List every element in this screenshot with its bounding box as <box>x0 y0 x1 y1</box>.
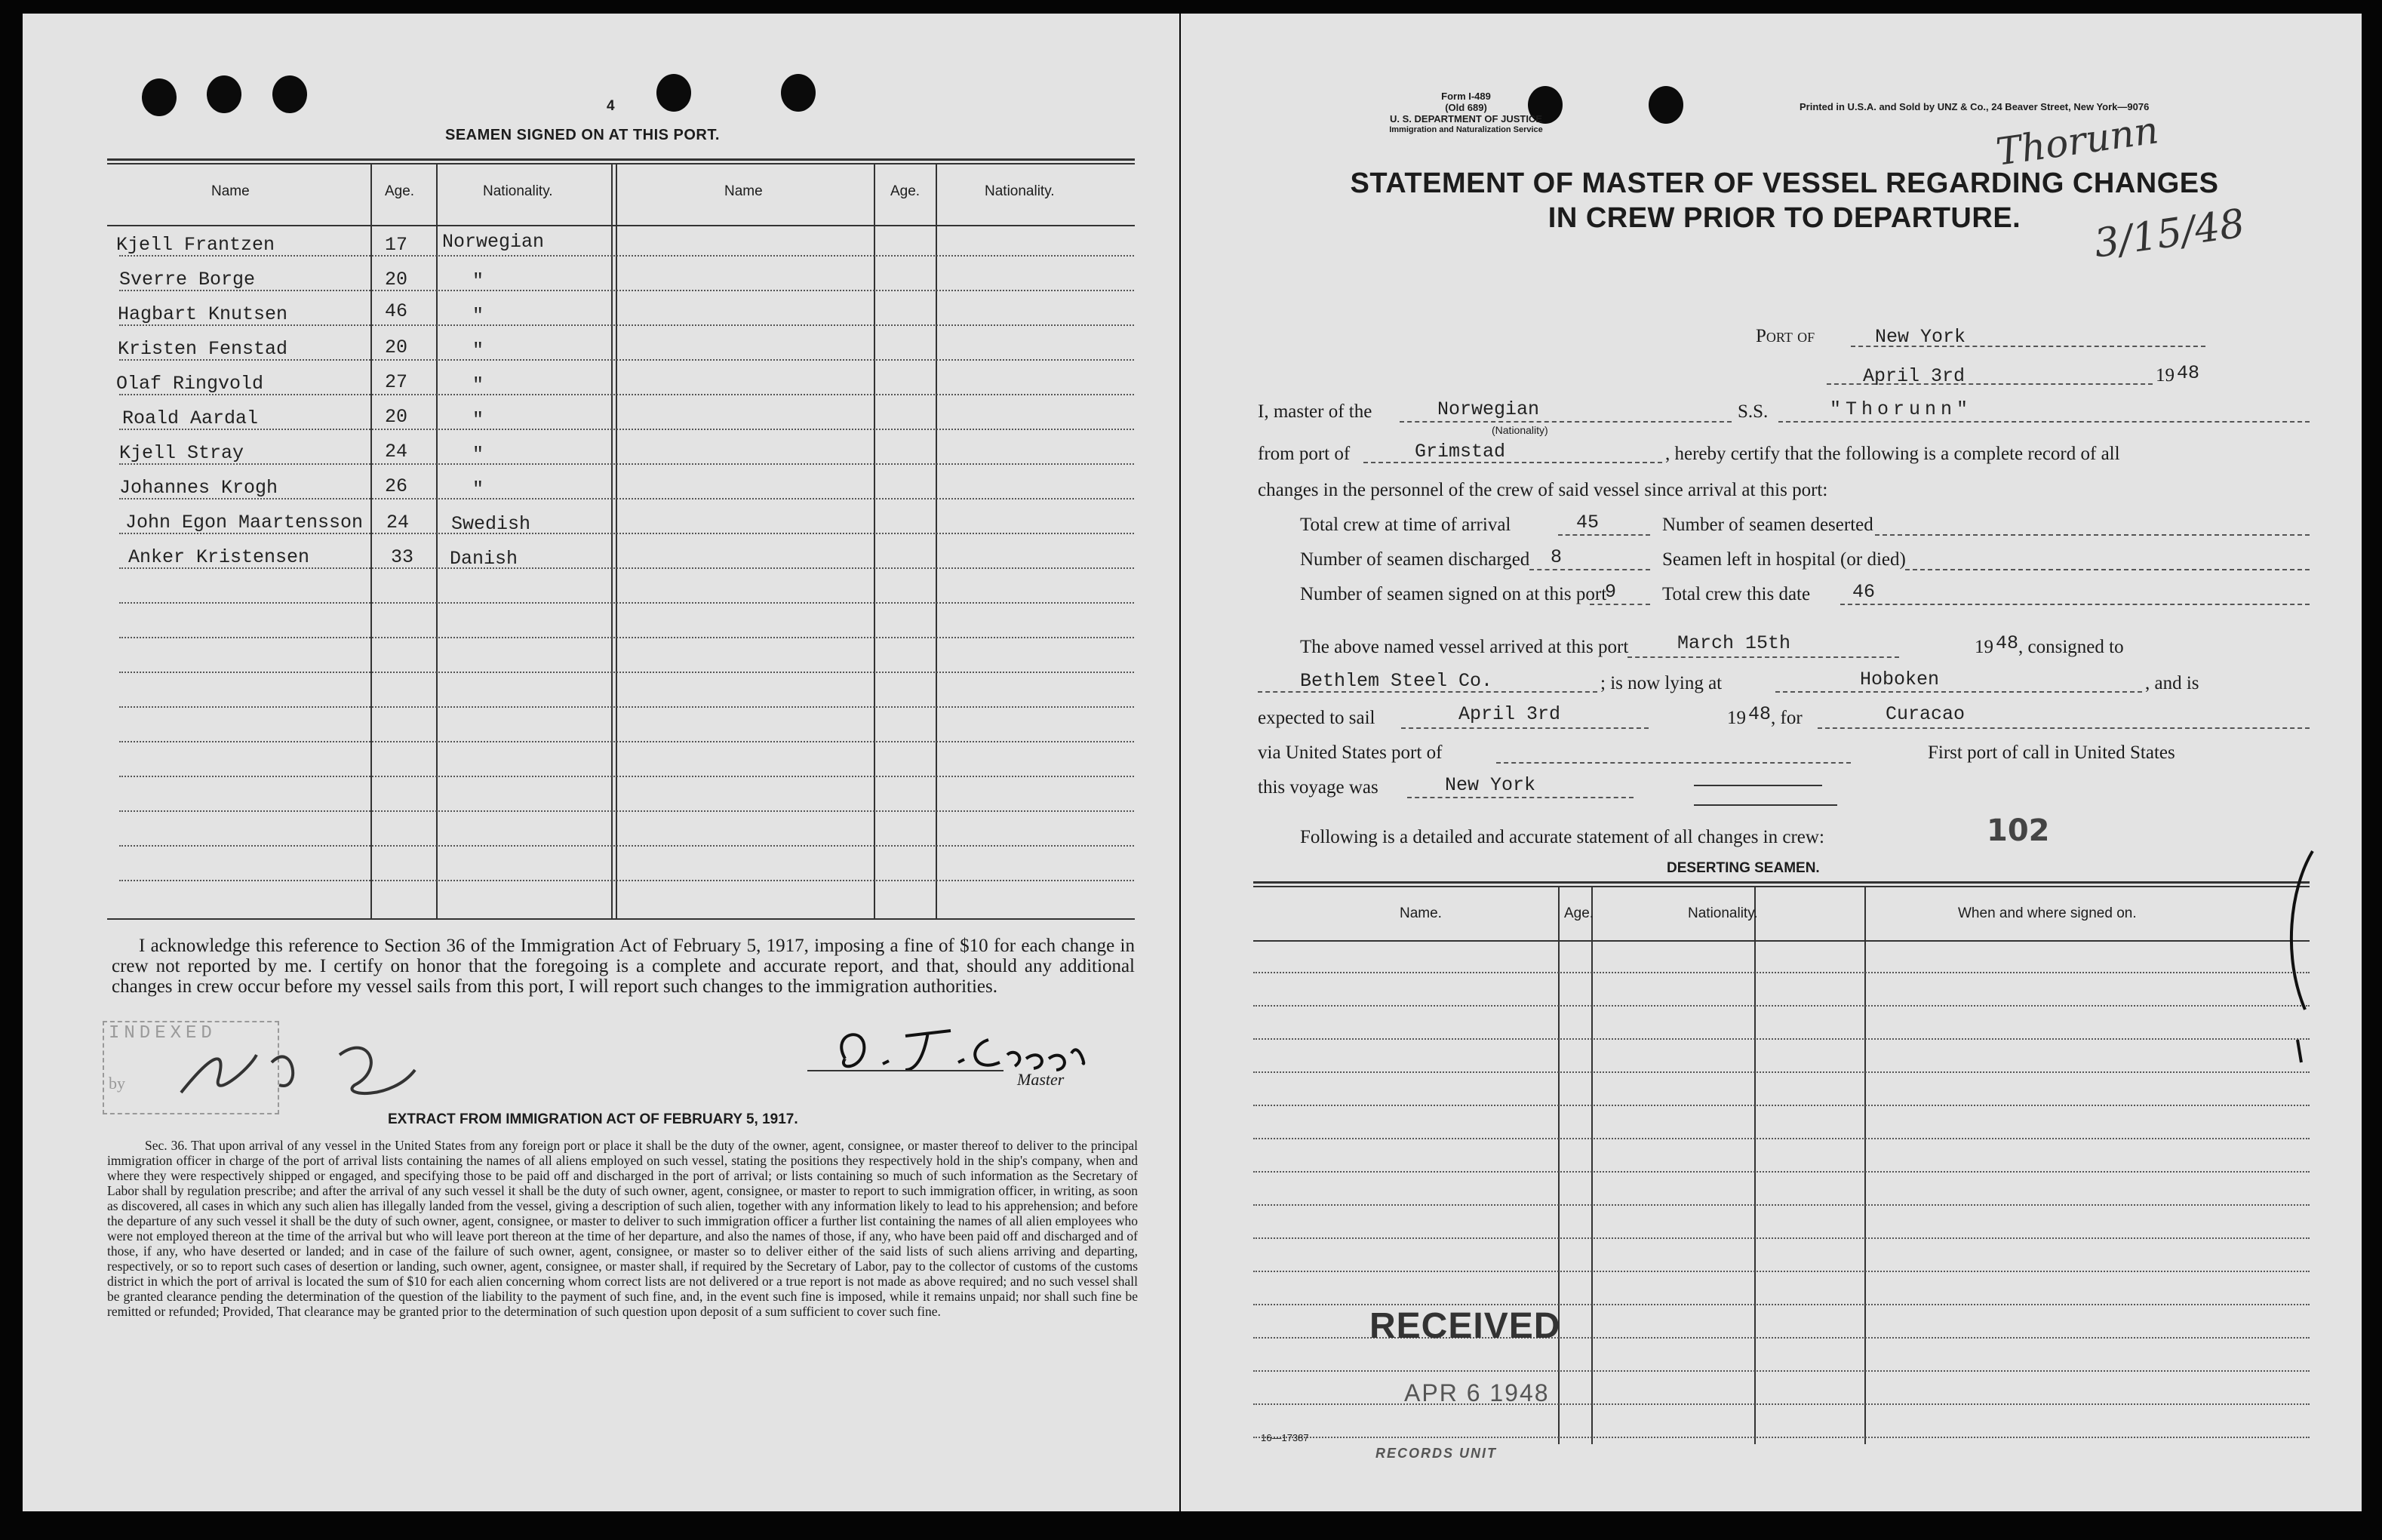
handwritten-number: 102 <box>1987 813 2050 848</box>
punch-hole <box>781 74 816 112</box>
and-is-label: , and is <box>2145 673 2199 693</box>
crew-nationality: Swedish <box>451 513 531 535</box>
discharged-value: 8 <box>1551 546 1563 568</box>
crew-name: Kjell Stray <box>119 442 244 464</box>
nationality-value: Norwegian <box>1437 398 1540 420</box>
from-port-value: Grimstad <box>1415 441 1506 463</box>
arrived-year: 48 <box>1996 632 2019 654</box>
handwritten-date: 3/15/48 <box>2091 201 2248 267</box>
voyage-value: New York <box>1445 774 1536 796</box>
crew-age: 24 <box>386 512 410 533</box>
crew-name: Anker Kristensen <box>128 546 310 568</box>
section-36-text: Sec. 36. That upon arrival of any vessel in the United States from any foreign port or place it shall be the duty of the owner, agent, consignee, or master thereof to deliver to the principal immigration officer in charge of the port of arrival lists containing the names of all aliens employed on such vessel, stating the positions they respectively hold in the ship's company, when and where they were respectively shipped or engaged, and specifying those to be paid off and discharged in the port of arrival; or lists containing so much of such information as the Secretary of Labor shall by regulation prescribe; and after the arrival of any such vessel it shall be the duty of such owner, agent, consignee, or master to report to such immigration officer, in writing, as soon as discovered, all cases in which any such alien has illegally landed from the vessel, giving a description of such alien, together with any information likely to lead to his apprehension; and before the departure of any such vessel it shall be the duty of such owner, agent, consignee, or master to deliver to such immigration officer a further list containing the names of all alien employees who were not employed thereon at the time of the arrival but who will leave port thereon at the time of her departure, and also the names of those, if any, who have been paid off and discharged and of those, if any, who have deserted or landed; and in case of the failure of such owner, agent, consignee, or master so to deliver either of the said lists of such aliens arriving and departing, respectively, or so to report such cases of desertion or landing, such owner, agent, consignee, or master shall, if required by the Secretary of Labor, pay to the collector of customs of the customs district in which the port of arrival is located the sum of $10 for each alien concerning whom correct lists are not delivered or a true report is not made as above required; and no such vessel shall be granted clearance pending the determination of the question of the liability to the payment of such fine, and, in the event such fine is imposed, while it remains unpaid; nor shall such fine be remitted or refunded; Provided, That clearance may be granted prior to the determination of such question upon deposit of a sum sufficient to cover such fine. <box>107 1138 1138 1319</box>
department: U. S. DEPARTMENT OF JUSTICE <box>1390 113 1542 124</box>
deserting-title: DESERTING SEAMEN. <box>1667 860 1820 876</box>
records-unit-stamp: RECORDS UNIT <box>1375 1446 1498 1461</box>
received-date: APR 6 1948 <box>1404 1379 1550 1406</box>
crew-age: 20 <box>385 337 408 358</box>
form-header <box>1353 91 1579 136</box>
crew-age: 26 <box>385 475 408 497</box>
crew-nationality: " <box>472 374 484 396</box>
desert-col-nationality: Nationality. <box>1688 905 1758 921</box>
lying-value: Hoboken <box>1860 669 1940 690</box>
for-value: Curacao <box>1886 703 1966 725</box>
nationality-caption: (Nationality) <box>1492 424 1548 436</box>
crew-name: Roald Aardal <box>122 407 259 429</box>
expected-year-prefix: 19 <box>1727 708 1746 728</box>
desert-col-age: Age. <box>1564 905 1594 921</box>
crew-nationality: " <box>472 305 484 327</box>
margin-ink-mark <box>2237 844 2328 1085</box>
col-header-age: Age. <box>385 183 415 199</box>
punch-hole <box>207 75 241 113</box>
left-page <box>23 14 1179 1511</box>
certify-text: , hereby certify that the following is a complete record of all <box>1665 444 2120 464</box>
total-crew-arrival-label: Total crew at time of arrival <box>1300 515 1511 535</box>
master-label: Master <box>1017 1070 1065 1089</box>
crew-age: 17 <box>385 234 408 256</box>
crew-name: Olaf Ringvold <box>116 373 264 395</box>
col-header-nationality: Nationality. <box>483 183 553 199</box>
signed-on-label: Number of seamen signed on at this port <box>1300 584 1607 604</box>
crew-name: Johannes Krogh <box>119 477 278 499</box>
form-code: 16—17387 <box>1261 1432 1309 1443</box>
expected-label: expected to sail <box>1258 708 1375 728</box>
punch-hole <box>272 75 307 113</box>
arrived-year-prefix: 19 <box>1975 637 1993 657</box>
via-label: via United States port of <box>1258 742 1443 763</box>
year-value: 48 <box>2177 362 2200 384</box>
col-header-nationality-2: Nationality. <box>985 183 1055 199</box>
crew-name: Hagbart Knutsen <box>118 303 288 325</box>
crew-name: Kristen Fenstad <box>118 338 288 360</box>
indexed-stamp: INDEXED <box>109 1023 217 1044</box>
crew-age: 24 <box>385 441 408 463</box>
discharged-label: Number of seamen discharged <box>1300 549 1530 570</box>
total-today-value: 46 <box>1852 581 1876 603</box>
voyage-label: this voyage was <box>1258 777 1378 798</box>
crew-age: 20 <box>385 269 408 290</box>
title-line-1: STATEMENT OF MASTER OF VESSEL REGARDING CHANGES <box>1350 168 2219 199</box>
signed-on-title: SEAMEN SIGNED ON AT THIS PORT. <box>445 127 720 143</box>
crew-nationality: " <box>472 340 484 361</box>
arrived-label: The above named vessel arrived at this port <box>1300 637 1629 657</box>
form-old-number: (Old 689) <box>1445 102 1487 113</box>
crew-nationality: " <box>472 444 484 466</box>
received-stamp: RECEIVED <box>1369 1306 1561 1346</box>
first-port-label: First port of call in United States <box>1928 742 2175 763</box>
crew-nationality: Danish <box>450 548 518 570</box>
crew-age: 27 <box>385 371 408 393</box>
ship-value: "Thorunn" <box>1830 398 1973 420</box>
signed-on-value: 9 <box>1605 581 1617 603</box>
deserted-label: Number of seamen deserted <box>1662 515 1873 535</box>
crew-name: Sverre Borge <box>119 269 256 290</box>
service: Immigration and Naturalization Service <box>1389 125 1543 134</box>
consigned-label: , consigned to <box>2018 637 2124 657</box>
crew-name: John Egon Maartensson <box>125 512 364 533</box>
handwritten-initials <box>166 1025 453 1115</box>
lying-label: ; is now lying at <box>1600 673 1723 693</box>
page-number: 4 <box>607 98 616 114</box>
expected-year: 48 <box>1748 703 1772 725</box>
form-number: Form I-489 <box>1441 91 1491 102</box>
consignee-value: Bethlem Steel Co. <box>1300 670 1493 692</box>
punch-hole <box>656 74 691 112</box>
crew-nationality: Norwegian <box>442 231 545 253</box>
master-of-the-label: I, master of the <box>1258 401 1372 422</box>
punch-hole <box>1649 86 1683 124</box>
crew-nationality: " <box>472 478 484 500</box>
port-value: New York <box>1875 326 1966 348</box>
acknowledgement-text: I acknowledge this reference to Section 36 of the Immigration Act of February 5, 1917, imposing a fine of $10 for each change in crew not reported by me. I certify on honor that the foregoing is a complete and accurate report, and that, should any additional changes in crew occur before my vessel sails from this port, I will report such changes to the immigration authorities. <box>112 936 1135 997</box>
year-prefix: 19 <box>2156 365 2175 386</box>
col-header-name: Name <box>211 183 250 199</box>
date-value: April 3rd <box>1863 365 1966 387</box>
punch-hole <box>142 78 177 116</box>
title-line-2: IN CREW PRIOR TO DEPARTURE. <box>1548 202 2021 234</box>
by-label: by <box>109 1074 125 1093</box>
following-label: Following is a detailed and accurate statement of all changes in crew: <box>1300 827 1824 847</box>
desert-col-when-where: When and where signed on. <box>1958 905 2137 921</box>
changes-text: changes in the personnel of the crew of said vessel since arrival at this port: <box>1258 480 1828 500</box>
handwritten-ship-name: Thorunn <box>1993 108 2162 174</box>
total-crew-arrival-value: 45 <box>1576 512 1600 533</box>
form-title <box>1256 166 2313 235</box>
crew-nationality: " <box>472 409 484 431</box>
crew-age: 33 <box>391 546 414 568</box>
crew-name: Kjell Frantzen <box>116 234 275 256</box>
for-label: , for <box>1771 708 1803 728</box>
crew-age: 46 <box>385 300 408 322</box>
col-header-age-2: Age. <box>890 183 921 199</box>
from-port-label: from port of <box>1258 444 1351 464</box>
crew-age: 20 <box>385 406 408 428</box>
printer-line: Printed in U.S.A. and Sold by UNZ & Co., 24 Beaver Street, New York—9076 <box>1800 101 2150 112</box>
right-page <box>1181 14 2362 1511</box>
crew-nationality: " <box>472 270 484 292</box>
desert-col-name: Name. <box>1400 905 1442 921</box>
hospital-label: Seamen left in hospital (or died) <box>1662 549 1906 570</box>
col-header-name-2: Name <box>724 183 763 199</box>
arrived-value: March 15th <box>1677 632 1791 654</box>
extract-title: EXTRACT FROM IMMIGRATION ACT OF FEBRUARY 5, 1917. <box>388 1111 798 1127</box>
expected-value: April 3rd <box>1458 703 1561 725</box>
ss-label: S.S. <box>1738 401 1769 422</box>
total-today-label: Total crew this date <box>1662 584 1811 604</box>
port-label: Port of <box>1756 326 1815 346</box>
